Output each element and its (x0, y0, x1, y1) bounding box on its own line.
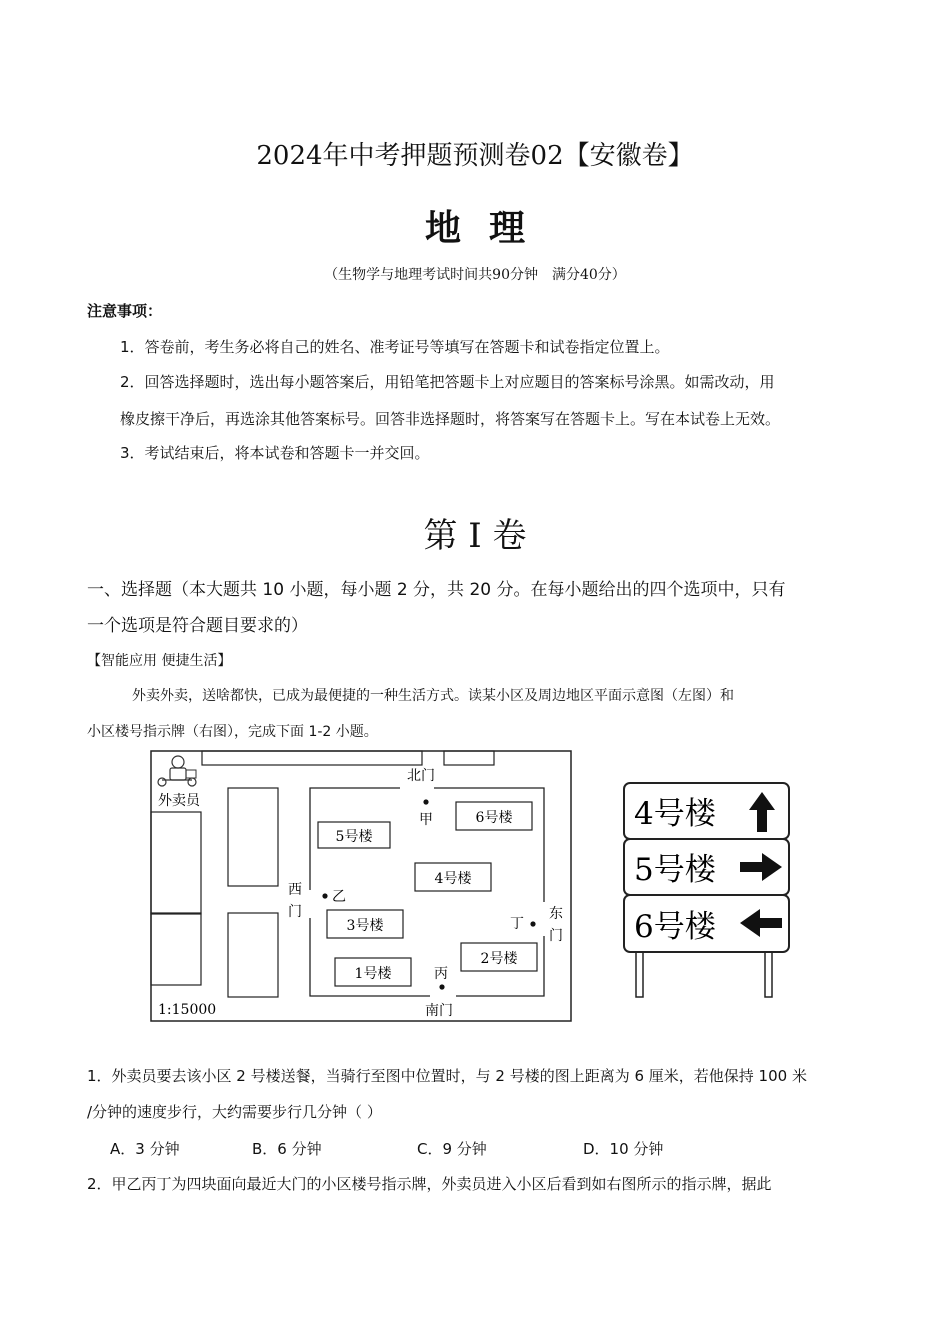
question-1-option-c[interactable]: C．9 分钟 (417, 1140, 487, 1158)
community-map (150, 750, 574, 1023)
section-instructions-line1: 一、选择题（本大题共 10 小题，每小题 2 分，共 20 分。在每小题给出的四个选项中，只有 (87, 580, 786, 600)
passage-line1: 外卖外卖，送啥都快，已成为最便捷的一种生活方式。读某小区及周边地区平面示意图（左图）和 (132, 688, 734, 704)
building-2-label: 2号楼 (480, 951, 518, 967)
question-1-option-a[interactable]: A．3 分钟 (110, 1140, 180, 1158)
question-1-option-b[interactable]: B．6 分钟 (252, 1140, 322, 1158)
notice-heading: 注意事项： (87, 302, 163, 320)
courier-label: 外卖员 (158, 793, 200, 809)
notice-item-2b: 橡皮擦干净后，再选涂其他答案标号。回答非选择题时，将答案写在答题卡上。写在本试卷上无效。 (120, 410, 781, 428)
building-5-label: 5号楼 (335, 829, 373, 845)
sign-row-2-label: 5号楼 (634, 852, 716, 888)
notice-item-1: 1．答卷前，考生务必将自己的姓名、准考证号等填写在答题卡和试卷指定位置上。 (120, 338, 670, 356)
question-2-line1: 2．甲乙丙丁为四块面向最近大门的小区楼号指示牌，外卖员进入小区后看到如右图所示的指示牌，据此 (87, 1175, 772, 1193)
building-4-label: 4号楼 (434, 871, 472, 887)
volume-title: 第 I 卷 (423, 516, 527, 556)
notice-item-3: 3．考试结束后，将本试卷和答题卡一并交回。 (120, 444, 430, 462)
point-jia-label: 甲 (419, 812, 433, 828)
question-1-option-d[interactable]: D．10 分钟 (583, 1140, 664, 1158)
section-instructions-line2: 一个选项是符合题目要求的） (87, 616, 308, 636)
point-yi-label: 乙 (332, 889, 346, 905)
point-bing-label: 丙 (434, 966, 448, 982)
exam-title: 2024年中考押题预测卷02【安徽卷】 (256, 141, 694, 171)
sign-row-3-label: 6号楼 (634, 909, 716, 945)
north-gate-label: 北门 (407, 768, 435, 784)
question-1-line1: 1．外卖员要去该小区 2 号楼送餐，当骑行至图中位置时，与 2 号楼的图上距离为 6 厘米，若他保持 100 米 (87, 1067, 807, 1085)
west-gate-label-1: 西 (288, 882, 302, 898)
exam-time-note: （生物学与地理考试时间共90分钟 满分40分） (324, 267, 626, 283)
sign-row-1-label: 4号楼 (634, 796, 716, 832)
south-gate-label: 南门 (425, 1003, 453, 1019)
point-ding-label: 丁 (510, 916, 524, 932)
subject-title: 地理 (424, 207, 553, 249)
question-1-line2: /分钟的速度步行，大约需要步行几分钟（ ） (87, 1103, 382, 1121)
topic-heading: 【智能应用 便捷生活】 (87, 653, 232, 669)
notice-item-2a: 2．回答选择题时，选出每小题答案后，用铅笔把答题卡上对应题目的答案标号涂黑。如需改动，用 (120, 373, 775, 391)
map-scale-label: 1:15000 (158, 1002, 217, 1018)
west-gate-label-2: 门 (288, 904, 302, 920)
building-1-label: 1号楼 (354, 966, 392, 982)
east-gate-label-1: 东 (549, 906, 563, 922)
building-3-label: 3号楼 (346, 918, 384, 934)
east-gate-label-2: 门 (549, 928, 563, 944)
building-signpost (620, 780, 795, 1000)
building-6-label: 6号楼 (475, 810, 513, 826)
passage-line2: 小区楼号指示牌（右图），完成下面 1-2 小题。 (87, 724, 378, 740)
